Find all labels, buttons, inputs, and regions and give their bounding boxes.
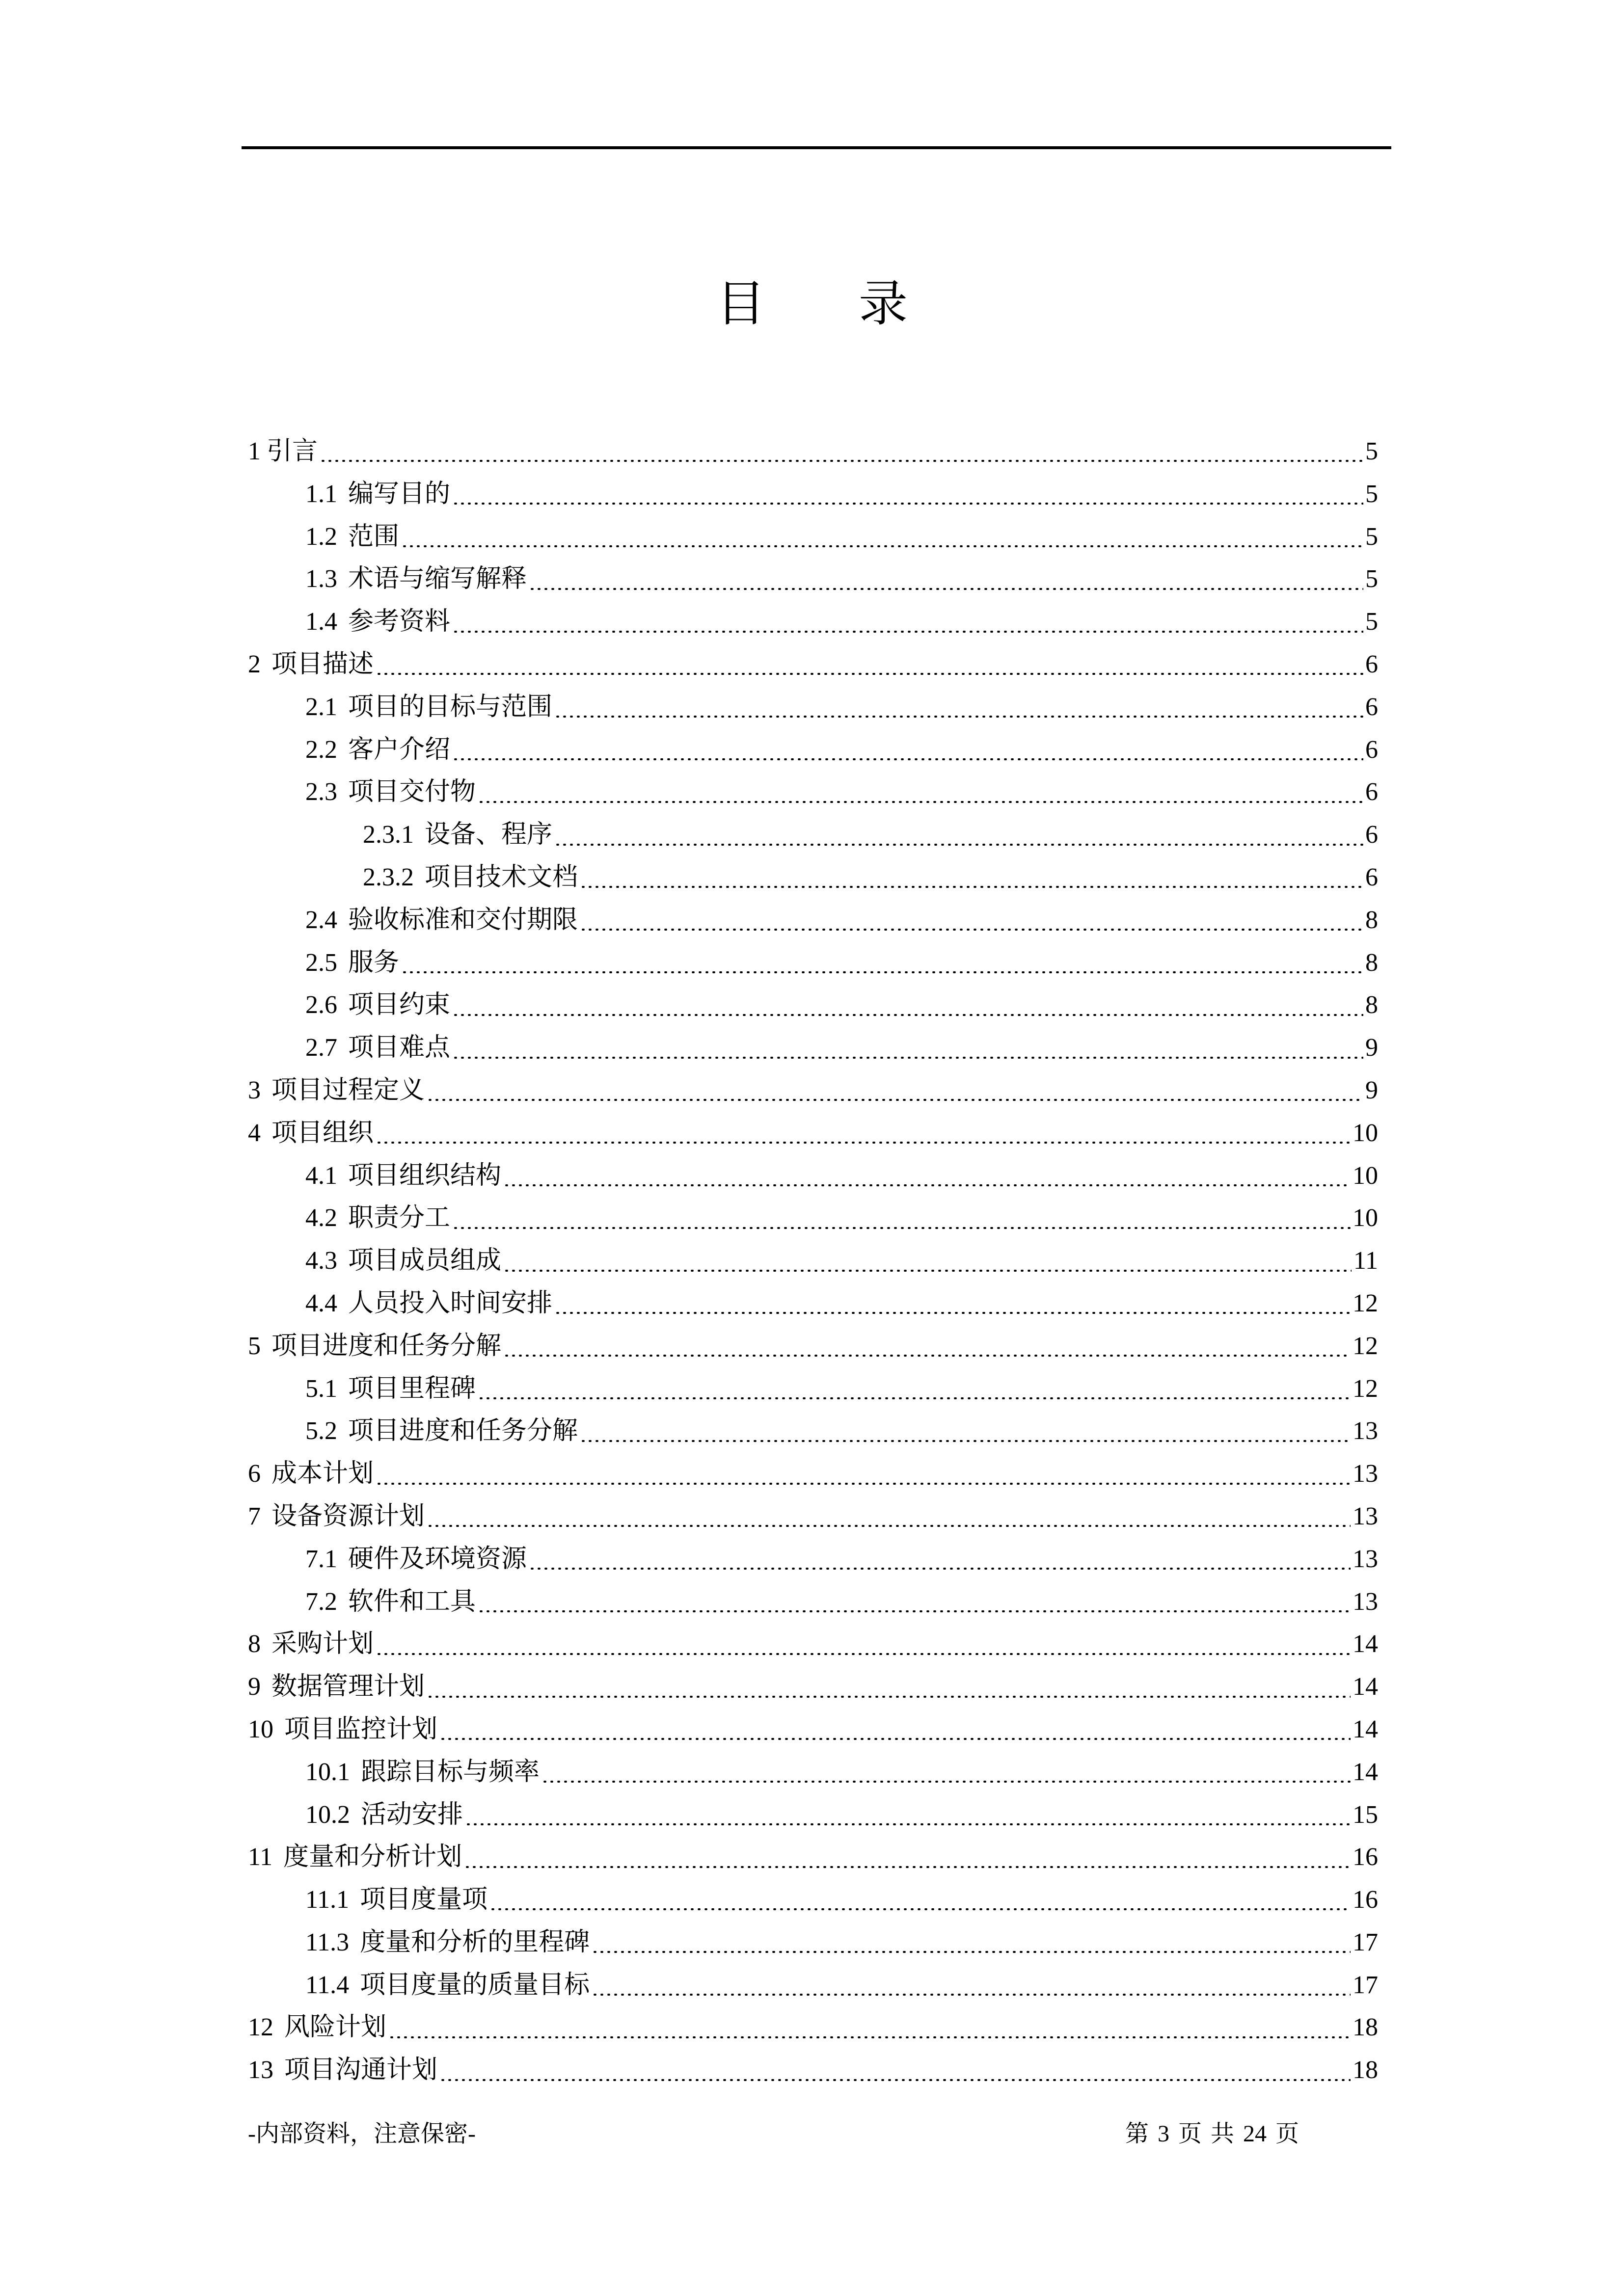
dot-leader	[388, 2036, 1351, 2038]
toc-entry-page-number: 13	[1353, 1460, 1378, 1488]
toc-entry-11[interactable]	[248, 1836, 1378, 1879]
toc-entry-page-number: 16	[1353, 1886, 1378, 1914]
toc-entry-number: 10.2	[305, 1800, 350, 1829]
toc-entry-label: 项目监控计划	[284, 1715, 438, 1743]
dot-leader	[376, 1483, 1351, 1485]
toc-entry-number: 2.6	[305, 991, 337, 1019]
dot-leader	[541, 1781, 1351, 1783]
toc-entry-label: 客户介绍	[348, 735, 451, 764]
toc-entry-10-2[interactable]	[248, 1794, 1378, 1837]
dot-leader	[376, 673, 1363, 675]
toc-entry-page-number: 14	[1353, 1715, 1378, 1743]
dot-leader	[580, 1440, 1351, 1442]
toc-entry-page-number: 10	[1353, 1161, 1378, 1190]
toc-entry-number: 2.4	[305, 906, 337, 934]
toc-entry-page-number: 11	[1353, 1247, 1378, 1275]
toc-entry-1-4[interactable]	[248, 601, 1378, 643]
page-title	[0, 272, 1624, 336]
toc-entry-number: 4.4	[305, 1289, 337, 1317]
title-char-1: 目	[716, 277, 765, 331]
dot-leader	[320, 460, 1363, 462]
toc-entry-5-2[interactable]	[248, 1410, 1378, 1453]
dot-leader	[465, 1823, 1351, 1825]
toc-entry-1[interactable]	[248, 430, 1378, 473]
toc-entry-page-number: 6	[1365, 650, 1378, 678]
dot-leader	[439, 2079, 1351, 2081]
page-prefix: 第	[1125, 2121, 1149, 2147]
toc-entry-label: 项目技术文档	[425, 863, 578, 891]
toc-entry-label: 项目难点	[348, 1034, 451, 1062]
toc-entry-4[interactable]	[248, 1112, 1378, 1155]
toc-entry-5[interactable]	[248, 1325, 1378, 1368]
dot-leader	[554, 844, 1363, 846]
toc-entry-7-2[interactable]	[248, 1581, 1378, 1624]
dot-leader	[427, 1525, 1351, 1527]
toc-entry-page-number: 13	[1353, 1417, 1378, 1445]
toc-entry-number: 4.2	[305, 1204, 337, 1232]
table-of-contents	[248, 430, 1378, 2092]
toc-entry-page-number: 14	[1353, 1630, 1378, 1658]
toc-entry-number: 1.3	[305, 565, 337, 593]
toc-entry-label: 参考资料	[348, 608, 451, 636]
toc-entry-label: 人员投入时间安排	[348, 1289, 553, 1317]
toc-entry-number: 4	[248, 1119, 261, 1147]
toc-entry-number: 7.2	[305, 1587, 337, 1616]
header-rule	[242, 146, 1391, 149]
toc-entry-page-number: 10	[1353, 1204, 1378, 1232]
dot-leader	[452, 758, 1363, 760]
toc-entry-number: 2.3	[305, 778, 337, 806]
toc-entry-label: 项目沟通计划	[284, 2056, 438, 2084]
toc-entry-2-4[interactable]	[248, 899, 1378, 942]
toc-entry-13[interactable]	[248, 2049, 1378, 2092]
toc-entry-2-5[interactable]	[248, 942, 1378, 985]
toc-entry-label: 成本计划	[271, 1460, 374, 1488]
toc-entry-page-number: 12	[1353, 1289, 1378, 1317]
toc-entry-5-1[interactable]	[248, 1368, 1378, 1411]
toc-entry-page-number: 14	[1353, 1673, 1378, 1701]
dot-leader	[503, 1270, 1352, 1272]
toc-entry-page-number: 15	[1353, 1800, 1378, 1829]
toc-entry-number: 2.1	[305, 693, 337, 721]
toc-entry-4-1[interactable]	[248, 1155, 1378, 1198]
toc-entry-page-number: 8	[1365, 948, 1378, 977]
toc-entry-2-1[interactable]	[248, 686, 1378, 729]
toc-entry-page-number: 9	[1365, 1076, 1378, 1104]
toc-entry-3[interactable]	[248, 1069, 1378, 1112]
toc-entry-number: 5	[248, 1332, 261, 1360]
toc-entry-9[interactable]	[248, 1666, 1378, 1709]
toc-entry-label: 编写目的	[348, 480, 451, 508]
toc-entry-label: 数据管理计划	[271, 1673, 425, 1701]
toc-entry-number: 11.4	[305, 1971, 350, 1999]
toc-entry-page-number: 5	[1365, 437, 1378, 465]
dot-leader	[529, 1568, 1351, 1570]
toc-entry-page-number: 18	[1353, 2013, 1378, 2042]
toc-entry-label: 服务	[348, 948, 400, 977]
toc-entry-label: 项目度量的质量目标	[360, 1971, 590, 1999]
toc-entry-label: 活动安排	[361, 1800, 463, 1829]
toc-entry-number: 9	[248, 1673, 261, 1701]
toc-entry-page-number: 6	[1365, 821, 1378, 849]
toc-entry-number: 2.5	[305, 948, 337, 977]
dot-leader	[452, 1227, 1351, 1229]
toc-entry-label: 采购计划	[271, 1630, 374, 1658]
dot-leader	[478, 1397, 1351, 1399]
toc-entry-label: 范围	[348, 522, 400, 551]
toc-entry-page-number: 6	[1365, 735, 1378, 764]
toc-entry-page-number: 5	[1365, 480, 1378, 508]
toc-entry-10-1[interactable]	[248, 1751, 1378, 1794]
dot-leader	[554, 716, 1363, 718]
dot-leader	[580, 929, 1363, 931]
dot-leader	[503, 1355, 1351, 1357]
toc-entry-page-number: 12	[1353, 1374, 1378, 1403]
toc-entry-label: 设备资源计划	[271, 1502, 425, 1530]
toc-entry-number: 2.3.2	[363, 863, 414, 891]
toc-entry-2-3-2[interactable]	[248, 856, 1378, 899]
toc-entry-2-3[interactable]	[248, 771, 1378, 814]
toc-entry-7-1[interactable]	[248, 1538, 1378, 1581]
toc-entry-page-number: 14	[1353, 1758, 1378, 1786]
toc-entry-label: 项目交付物	[348, 778, 476, 806]
toc-entry-number: 10.1	[305, 1758, 350, 1786]
toc-entry-label: 项目里程碑	[348, 1374, 476, 1403]
toc-entry-label: 项目过程定义	[271, 1076, 425, 1104]
toc-entry-label: 软件和工具	[348, 1587, 476, 1616]
dot-leader	[439, 1738, 1351, 1740]
toc-entry-number: 10	[248, 1715, 273, 1743]
toc-entry-label: 职责分工	[348, 1204, 451, 1232]
footer-confidential-notice: -内部资料，注意保密-	[248, 2121, 476, 2147]
toc-entry-1-1[interactable]	[248, 473, 1378, 516]
toc-entry-number: 2	[248, 650, 261, 678]
toc-entry-number: 5.1	[305, 1374, 337, 1403]
toc-entry-page-number: 13	[1353, 1587, 1378, 1616]
dot-leader	[464, 1866, 1351, 1868]
toc-entry-11-4[interactable]	[248, 1964, 1378, 2007]
toc-entry-2-6[interactable]	[248, 984, 1378, 1027]
toc-entry-4-4[interactable]	[248, 1282, 1378, 1325]
toc-entry-number: 12	[248, 2013, 273, 2042]
dot-leader	[401, 545, 1363, 547]
dot-leader	[580, 886, 1363, 888]
toc-entry-number: 1.2	[305, 522, 337, 551]
toc-entry-page-number: 6	[1365, 863, 1378, 891]
dot-leader	[452, 1057, 1363, 1059]
toc-entry-12[interactable]	[248, 2006, 1378, 2049]
toc-entry-1-2[interactable]	[248, 516, 1378, 559]
dot-leader	[401, 971, 1363, 973]
toc-entry-2-2[interactable]	[248, 729, 1378, 772]
toc-entry-page-number: 17	[1353, 1971, 1378, 1999]
dot-leader	[376, 1142, 1351, 1144]
total-suffix: 页	[1275, 2121, 1299, 2147]
toc-entry-label: 项目进度和任务分解	[348, 1417, 578, 1445]
dot-leader	[376, 1653, 1351, 1655]
toc-entry-label: 度量和分析的里程碑	[360, 1928, 590, 1956]
toc-entry-page-number: 12	[1353, 1332, 1378, 1360]
toc-entry-page-number: 13	[1353, 1502, 1378, 1530]
toc-entry-number: 2.3.1	[363, 821, 414, 849]
dot-leader	[529, 588, 1363, 590]
toc-entry-number: 8	[248, 1630, 261, 1658]
toc-entry-page-number: 13	[1353, 1545, 1378, 1573]
toc-entry-number: 4.1	[305, 1161, 337, 1190]
toc-entry-1-3[interactable]	[248, 558, 1378, 601]
toc-entry-number: 1	[248, 437, 261, 465]
toc-entry-4-3[interactable]	[248, 1240, 1378, 1282]
toc-entry-number: 1.4	[305, 608, 337, 636]
dot-leader	[503, 1184, 1351, 1186]
toc-entry-page-number: 6	[1365, 693, 1378, 721]
toc-entry-label: 项目度量项	[360, 1886, 488, 1914]
toc-entry-6[interactable]	[248, 1453, 1378, 1495]
toc-entry-number: 3	[248, 1076, 261, 1104]
toc-entry-number: 5.2	[305, 1417, 337, 1445]
toc-entry-number: 2.2	[305, 735, 337, 764]
toc-entry-label: 设备、程序	[425, 821, 553, 849]
toc-entry-label: 验收标准和交付期限	[348, 906, 578, 934]
dot-leader	[452, 503, 1363, 505]
dot-leader	[427, 1696, 1351, 1698]
toc-entry-label: 风险计划	[284, 2013, 387, 2042]
toc-entry-page-number: 8	[1365, 906, 1378, 934]
dot-leader	[554, 1312, 1351, 1314]
dot-leader	[592, 1951, 1351, 1953]
toc-entry-page-number: 17	[1353, 1928, 1378, 1956]
toc-entry-label: 项目组织	[271, 1119, 374, 1147]
toc-entry-number: 7	[248, 1502, 261, 1530]
toc-entry-label: 项目进度和任务分解	[271, 1332, 502, 1360]
page-word: 页	[1178, 2121, 1202, 2147]
toc-entry-page-number: 9	[1365, 1034, 1378, 1062]
toc-entry-number: 13	[248, 2056, 273, 2084]
toc-entry-number: 6	[248, 1460, 261, 1488]
toc-entry-page-number: 5	[1365, 608, 1378, 636]
toc-entry-label: 度量和分析计划	[283, 1843, 462, 1871]
toc-entry-number: 2.7	[305, 1034, 337, 1062]
total-prefix: 共	[1211, 2121, 1235, 2147]
toc-entry-page-number: 16	[1353, 1843, 1378, 1871]
toc-entry-11-1[interactable]	[248, 1879, 1378, 1922]
toc-entry-label: 项目组织结构	[348, 1161, 502, 1190]
toc-entry-page-number: 5	[1365, 565, 1378, 593]
dot-leader	[452, 631, 1363, 633]
toc-entry-label: 项目成员组成	[348, 1247, 502, 1275]
toc-entry-number: 7.1	[305, 1545, 337, 1573]
toc-entry-number: 11.1	[305, 1886, 350, 1914]
current-page-number: 3	[1158, 2121, 1170, 2147]
title-char-2: 录	[859, 277, 908, 331]
toc-entry-label: 跟踪目标与频率	[361, 1758, 540, 1786]
toc-entry-label: 项目描述	[271, 650, 374, 678]
toc-entry-11-3[interactable]	[248, 1922, 1378, 1964]
toc-entry-page-number: 18	[1353, 2056, 1378, 2084]
toc-entry-2-7[interactable]	[248, 1027, 1378, 1069]
dot-leader	[592, 1994, 1351, 1996]
toc-entry-label: 项目的目标与范围	[348, 693, 553, 721]
toc-entry-2[interactable]	[248, 643, 1378, 686]
toc-entry-label: 引言	[267, 437, 318, 465]
toc-entry-number: 11	[248, 1843, 273, 1871]
footer-page-indicator	[1125, 2119, 1308, 2149]
toc-entry-label: 项目约束	[348, 991, 451, 1019]
dot-leader	[478, 1610, 1351, 1612]
toc-entry-8[interactable]	[248, 1623, 1378, 1666]
toc-entry-page-number: 5	[1365, 522, 1378, 551]
toc-entry-4-2[interactable]	[248, 1197, 1378, 1240]
toc-entry-number: 11.3	[305, 1928, 350, 1956]
toc-entry-10[interactable]	[248, 1709, 1378, 1751]
toc-entry-2-3-1[interactable]	[248, 814, 1378, 856]
toc-entry-7[interactable]	[248, 1495, 1378, 1538]
dot-leader	[452, 1014, 1363, 1016]
toc-entry-number: 4.3	[305, 1247, 337, 1275]
dot-leader	[478, 801, 1363, 803]
toc-entry-label: 硬件及环境资源	[348, 1545, 527, 1573]
dot-leader	[427, 1099, 1363, 1101]
toc-entry-label: 术语与缩写解释	[348, 565, 527, 593]
toc-entry-page-number: 10	[1353, 1119, 1378, 1147]
total-page-count: 24	[1243, 2121, 1267, 2147]
toc-entry-number: 1.1	[305, 480, 337, 508]
toc-entry-page-number: 6	[1365, 778, 1378, 806]
toc-entry-page-number: 8	[1365, 991, 1378, 1019]
dot-leader	[489, 1908, 1351, 1910]
